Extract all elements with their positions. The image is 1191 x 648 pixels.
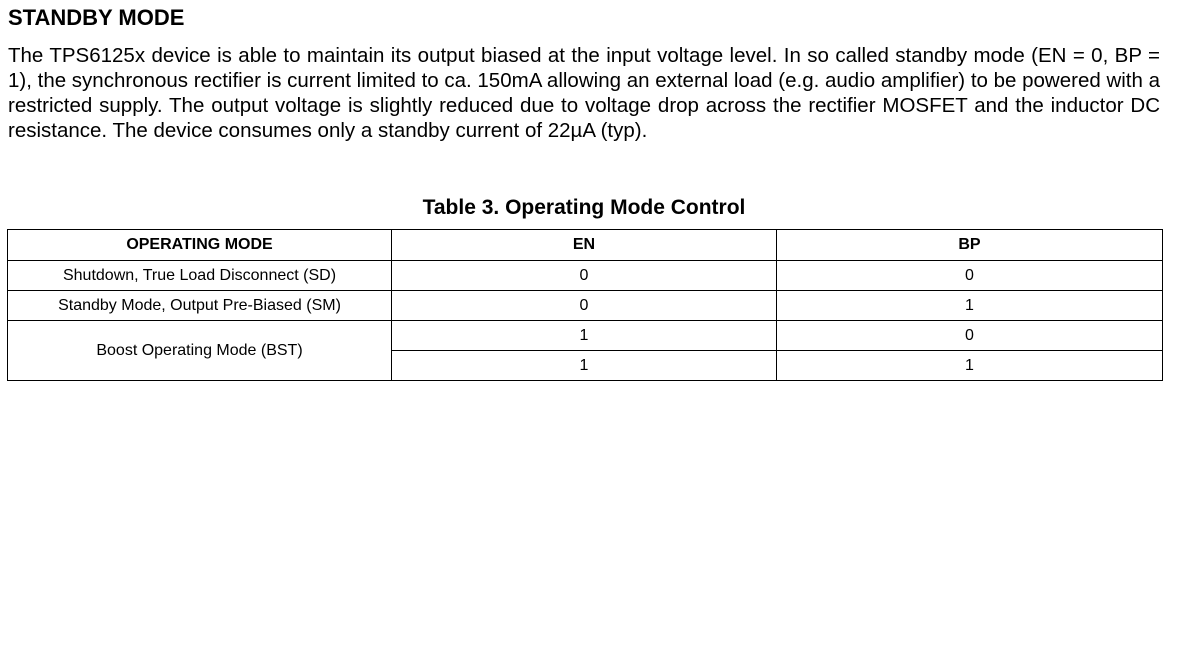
table-row (8, 261, 1163, 291)
section-heading: STANDBY MODE (8, 5, 185, 30)
table-row (8, 321, 1163, 351)
mode-cell: Standby Mode, Output Pre-Biased (SM) (8, 291, 392, 321)
en-cell: 0 (392, 291, 777, 321)
en-cell: 1 (392, 321, 777, 351)
bp-cell: 1 (777, 351, 1163, 381)
mode-cell: Shutdown, True Load Disconnect (SD) (8, 261, 392, 291)
bp-cell: 0 (777, 321, 1163, 351)
bp-cell: 0 (777, 261, 1163, 291)
en-cell: 0 (392, 261, 777, 291)
header-bp: BP (777, 230, 1163, 261)
table-caption: Table 3. Operating Mode Control (422, 196, 746, 219)
mode-cell: Boost Operating Mode (BST) (8, 321, 392, 381)
header-en: EN (392, 230, 777, 261)
table-header-row (8, 230, 1163, 261)
bp-cell: 1 (777, 291, 1163, 321)
header-operating-mode: OPERATING MODE (8, 230, 392, 261)
standby-mode-paragraph: The TPS6125x device is able to maintain its output biased at the input voltage level. In so called standby mode (EN = 0, BP = 1), the synchronous rectifier is current limited to ca. 150mA allowing an external load (e.g. audio amplifier) to be powered with a restricted supply. The output voltage is slightly reduced due to voltage drop across the rectifier MOSFET and the inductor DC resistance. The device consumes only a standby current of 22µA (typ). (8, 44, 1161, 142)
operating-mode-table (7, 229, 1163, 381)
table-row (8, 291, 1163, 321)
en-cell: 1 (392, 351, 777, 381)
